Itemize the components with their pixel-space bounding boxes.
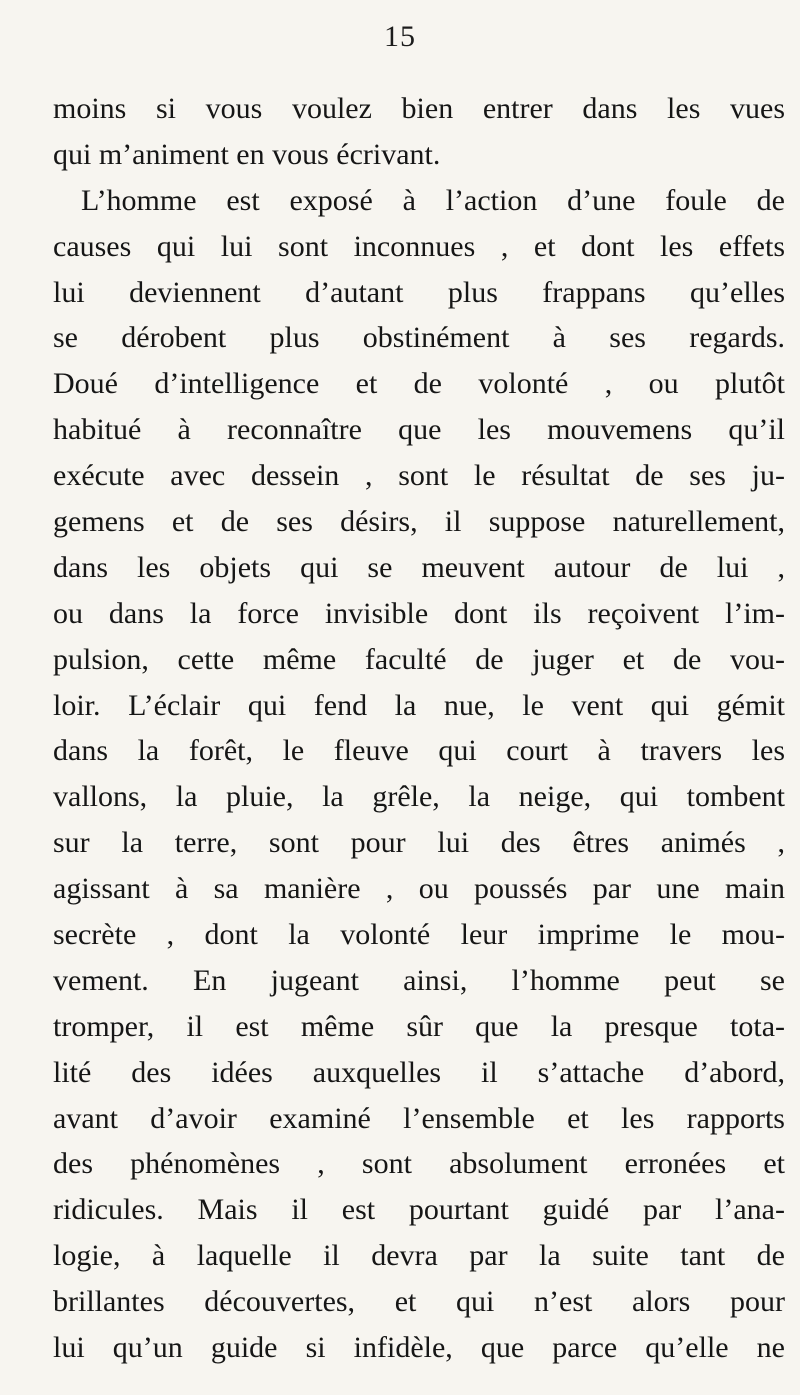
text-line: moins si vous voulez bien entrer dans les vues (53, 92, 785, 125)
text-line: causes qui lui sont inconnues , et dont les effets (53, 229, 785, 263)
text-line: exécute avec dessein , sont le résultat de ses ju- (53, 459, 785, 493)
text-line: agissant à sa manière , ou poussés par une main (53, 872, 785, 906)
text-line: Doué d’intelligence et de volonté , ou plutôt (53, 367, 785, 401)
text-line: brillantes découvertes, et qui n’est alors pour (53, 1285, 785, 1319)
text-line: dans les objets qui se meuvent autour de lui , (53, 550, 785, 584)
text-line: vallons, la pluie, la grêle, la neige, qui tombent (53, 780, 785, 814)
body-text (53, 86, 785, 1371)
text-line: pulsion, cette même faculté de juger et de vou- (53, 642, 785, 676)
text-line: vement. En jugeant ainsi, l’homme peut se (53, 963, 785, 997)
text-line: se dérobent plus obstinément à ses regards. (53, 321, 785, 355)
text-line: tromper, il est même sûr que la presque tota- (53, 1009, 785, 1043)
text-line: logie, à laquelle il devra par la suite tant de (53, 1239, 785, 1273)
text-line: loir. L’éclair qui fend la nue, le vent qui gémit (53, 688, 785, 722)
text-line: ridicules. Mais il est pourtant guidé par l’ana- (53, 1193, 785, 1227)
text-line: qui m’animent en vous écrivant. (53, 137, 441, 171)
text-line: lui qu’un guide si infidèle, que parce qu’elle ne (53, 1331, 785, 1365)
text-line: avant d’avoir examiné l’ensemble et les rapports (53, 1101, 785, 1135)
text-line: ou dans la force invisible dont ils reçoivent l’im- (53, 596, 785, 630)
text-line: secrète , dont la volonté leur imprime le mou- (53, 918, 785, 952)
page-number: 15 (384, 20, 416, 53)
text-line: sur la terre, sont pour lui des êtres animés , (53, 826, 785, 860)
text-line: lité des idées auxquelles il s’attache d’abord, (53, 1055, 785, 1089)
text-line: lui deviennent d’autant plus frappans qu’elles (53, 275, 785, 309)
text-line: dans la forêt, le fleuve qui court à travers les (53, 734, 785, 768)
text-line: des phénomènes , sont absolument erronées et (53, 1147, 785, 1181)
text-line: habitué à reconnaître que les mouvemens qu’il (53, 413, 785, 447)
text-line: gemens et de ses désirs, il suppose naturellement, (53, 505, 785, 539)
text-line: L’homme est exposé à l’action d’une foule de (81, 183, 785, 217)
